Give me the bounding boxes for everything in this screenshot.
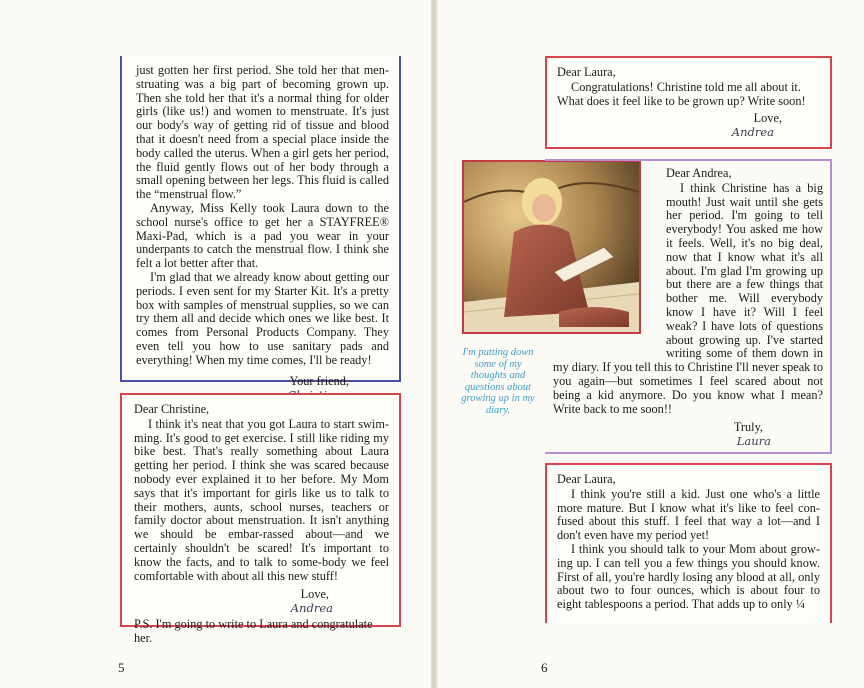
letter-greeting: Dear Laura, xyxy=(557,472,616,486)
letter-paragraph: Anyway, Miss Kelly took Laura down to the school nurse's office to get her a STAYFREE® Maxi-Pad, which is a pad you wear in your underpants to catch the menstrual flow. I think she felt a lot better after that. xyxy=(136,200,389,271)
andrea-note-box xyxy=(545,56,832,149)
letter-closing: Truly, xyxy=(733,420,763,435)
letter-paragraph: I'm glad that we already know about getting our periods. I even sent for my Starter Kit. It's a pretty box with samples of menstrual supplies, so we can try them all and decide which ones we like best. It comes from Personal Products Company. They even tell you how to use sanitary pads and everything! When my time comes, I'll be ready! xyxy=(136,269,389,367)
letter-paragraph: just gotten her first period. She told her that men-struating was a big part of becoming grown up. Then she told her that it's a normal thing for older girls (like us!) and women to menstruate. It's just our body's way of getting rid of tissue and blood that it doesn't need from a special place inside the body called the uterus. When a girl gets her period, the fluid gently flows out of her body through a small opening between her legs. This fluid is called the “menstrual flow.” xyxy=(136,63,389,202)
signature-laura: Laura xyxy=(736,434,771,449)
letter-paragraph: I think you're still a kid. Just one who's a little more mature. But I know what it's like to feel con-fused about this stuff. I feel that way a lot—and I don't even have my period yet! xyxy=(557,486,820,543)
letter-paragraph: I think it's neat that you got Laura to start swim-ming. It's good to get exercise. I still like riding my bike best. That's really something about Laura getting her period. I think she was scared because nobody ever explained it to her before. My Mom says that it's important for girls like us to talk to their mothers, aunts, school nurses, teachers or family doctor about menstruation. It isn't anything we should be embar-rassed about—and we certainly shouldn't be scared! It's important to know the facts, and to talk to some-body we feel comfortable with about all this new stuff! xyxy=(134,416,389,583)
christine-letter-box xyxy=(120,56,401,388)
page-number-left: 5 xyxy=(118,660,125,675)
page-number-right: 6 xyxy=(541,660,548,675)
letter-paragraph: I think Christine has a big mouth! Just wait until she gets her period. I'm going to tell everybody! You asked me how it feels. Well, it's no big deal, now that I know what it's all about. I'm glad I'm growing up but there are a few things that bother me. Will everybody know I have it? Will I feel weak? I have lots of questions about growing up. I've started writing some of them down in my diary. If you tell this to Christine I'll never speak to you again—but sometimes I feel scared about not being a kid anymore. Do you know what I mean? Write back to me soon!! xyxy=(553,180,823,416)
andrea-reply-box xyxy=(545,463,832,623)
letter-paragraph: Congratulations! Christine told me all about it. What does it feel like to be grown up? Write soon! xyxy=(557,79,806,108)
letter-closing: Love, xyxy=(753,111,782,126)
letter-greeting: Dear Andrea, xyxy=(666,166,732,180)
letter-greeting: Dear Laura, xyxy=(557,65,616,79)
photo-caption: I'm putting down some of my thoughts and questions about growing up in my diary. xyxy=(461,347,535,416)
andrea-letter-box xyxy=(120,393,401,646)
letter-closing: Love, xyxy=(300,587,329,602)
photo-wrap-space xyxy=(553,167,666,359)
letter-closing: Your friend, xyxy=(289,373,349,388)
postscript: P.S. I'm going to write to Laura and congratulate her. xyxy=(134,617,373,646)
signature-andrea: Andrea xyxy=(290,601,333,616)
signature-andrea: Andrea xyxy=(731,125,774,140)
laura-letter-text xyxy=(553,167,823,448)
letter-greeting: Dear Christine, xyxy=(134,402,210,416)
book-spine xyxy=(431,0,438,688)
letter-paragraph: I think you should talk to your Mom about grow-ing up. I can tell you a few things you should know. First of all, you're hardly losing any blood at all, only about two to four ounces, which is about four to eight tablespoons a period. That adds up to only ¼ xyxy=(557,541,820,612)
